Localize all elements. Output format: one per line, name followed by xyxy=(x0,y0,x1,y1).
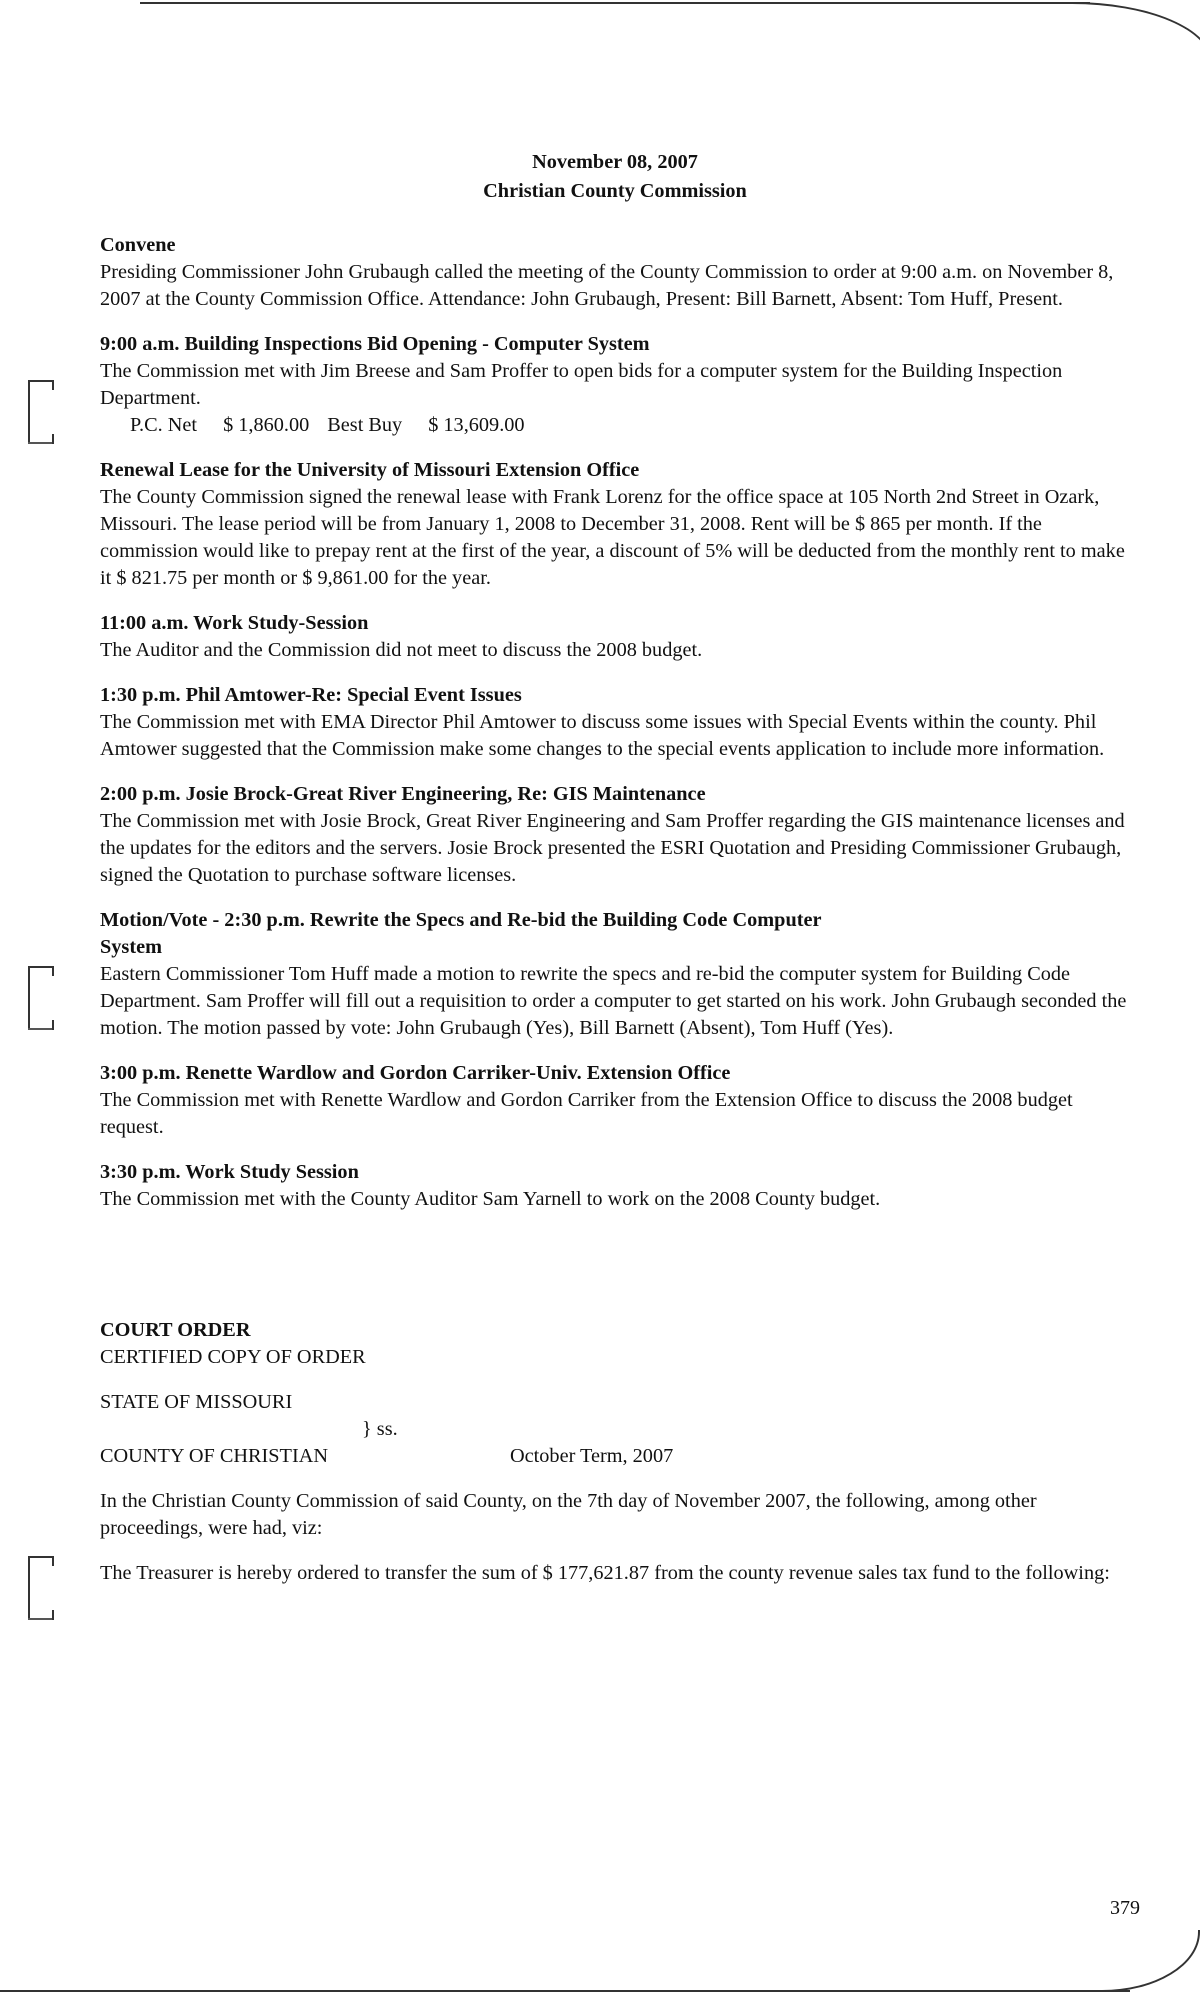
bid-amount: $ 13,609.00 xyxy=(428,414,525,436)
county-name: COUNTY OF CHRISTIAN xyxy=(100,1445,328,1467)
section-heading: 3:00 p.m. Renette Wardlow and Gordon Carriker-Univ. Extension Office xyxy=(100,1062,731,1084)
court-order xyxy=(100,1317,1130,1587)
section-heading: Convene xyxy=(100,234,176,256)
section-text: The Commission met with Jim Breese and Sam Proffer to open bids for a computer system for the Building Inspection Department. xyxy=(100,360,1063,409)
court-order-subheading: CERTIFIED COPY OF ORDER xyxy=(100,1346,366,1368)
section-text: The Commission met with Renette Wardlow and Gordon Carriker from the Extension Office to discuss the 2008 budget request. xyxy=(100,1089,1073,1138)
binder-hole-mark xyxy=(28,380,54,444)
section-heading-continued: System xyxy=(100,936,162,958)
section-bid-opening xyxy=(100,331,1130,439)
section-text: The Auditor and the Commission did not meet to discuss the 2008 budget. xyxy=(100,639,703,661)
document-body xyxy=(100,148,1130,1587)
bid-vendor: Best Buy xyxy=(327,414,403,436)
section-text: The Commission met with Josie Brock, Great River Engineering and Sam Proffer regarding the GIS maintenance licenses and the updates for the editors and the servers. Josie Brock presented the ESRI Quotation and Presiding Commissioner Grubaugh, signed the Quotation to purchase software licenses. xyxy=(100,810,1125,886)
section-work-study-session xyxy=(100,1159,1130,1213)
section-extension-office xyxy=(100,1060,1130,1141)
court-order-paragraph: The Treasurer is hereby ordered to transfer the sum of $ 177,621.87 from the county revenue sales tax fund to the following: xyxy=(100,1562,1110,1584)
section-heading: 2:00 p.m. Josie Brock-Great River Engineering, Re: GIS Maintenance xyxy=(100,783,706,805)
county-line xyxy=(100,1443,1130,1470)
court-order-heading: COURT ORDER xyxy=(100,1319,251,1341)
section-motion-vote xyxy=(100,907,1130,1042)
section-heading: 11:00 a.m. Work Study-Session xyxy=(100,612,369,634)
page-number: 379 xyxy=(1110,1897,1140,1919)
binder-hole-mark xyxy=(28,1556,54,1620)
page-border-bottom xyxy=(0,1990,1130,1992)
bid-amount: $ 1,860.00 xyxy=(223,414,310,436)
section-special-events xyxy=(100,682,1130,763)
meeting-date: November 08, 2007 xyxy=(532,151,698,173)
ss-line: } ss. xyxy=(362,1418,398,1440)
section-text: The County Commission signed the renewal lease with Frank Lorenz for the office space at 105 North 2nd Street in Ozark, Missouri. The lease period will be from January 1, 2008 to December 31, 2008. Rent will be $ 865 per month. If the commission would like to prepay rent at the first of the year, a discount of 5% will be deducted from the monthly rent to make it $ 821.75 per month or $ 9,861.00 for the year. xyxy=(100,486,1125,589)
section-heading: 9:00 a.m. Building Inspections Bid Opening - Computer System xyxy=(100,333,650,355)
court-order-paragraph: In the Christian County Commission of said County, on the 7th day of November 2007, the following, among other proceedings, were had, viz: xyxy=(100,1490,1037,1539)
section-text: The Commission met with the County Auditor Sam Yarnell to work on the 2008 County budget. xyxy=(100,1188,881,1210)
document-title: Christian County Commission xyxy=(483,180,747,202)
section-work-study xyxy=(100,610,1130,664)
section-renewal-lease xyxy=(100,457,1130,592)
bid-list xyxy=(100,412,1130,439)
section-gis-maintenance xyxy=(100,781,1130,889)
binder-hole-mark xyxy=(28,966,54,1030)
section-heading: 3:30 p.m. Work Study Session xyxy=(100,1161,359,1183)
term-name: October Term, 2007 xyxy=(510,1445,674,1467)
document-header xyxy=(100,148,1130,206)
section-heading: 1:30 p.m. Phil Amtower-Re: Special Event Issues xyxy=(100,684,522,706)
page-border-top xyxy=(140,2,1090,4)
state-line: STATE OF MISSOURI xyxy=(100,1391,293,1413)
section-heading: Motion/Vote - 2:30 p.m. Rewrite the Specs and Re-bid the Building Code Computer xyxy=(100,909,822,931)
bid-vendor: P.C. Net xyxy=(130,414,198,436)
section-text: Eastern Commissioner Tom Huff made a motion to rewrite the specs and re-bid the computer system for Building Code Department. Sam Proffer will fill out a requisition to order a computer to get started on his work. John Grubaugh seconded the motion. The motion passed by vote: John Grubaugh (Yes), Bill Barnett (Absent), Tom Huff (Yes). xyxy=(100,963,1127,1039)
section-convene xyxy=(100,232,1130,313)
page-border-corner xyxy=(1060,2,1200,64)
section-text: The Commission met with EMA Director Phil Amtower to discuss some issues with Special Events within the county. Phil Amtower suggested that the Commission make some changes to the special events application to include more information. xyxy=(100,711,1105,760)
section-heading: Renewal Lease for the University of Missouri Extension Office xyxy=(100,459,640,481)
page-border-corner xyxy=(1100,1930,1200,1992)
section-text: Presiding Commissioner John Grubaugh called the meeting of the County Commission to order at 9:00 a.m. on November 8, 2007 at the County Commission Office. Attendance: John Grubaugh, Present: Bill Barnett, Absent: Tom Huff, Present. xyxy=(100,261,1114,310)
